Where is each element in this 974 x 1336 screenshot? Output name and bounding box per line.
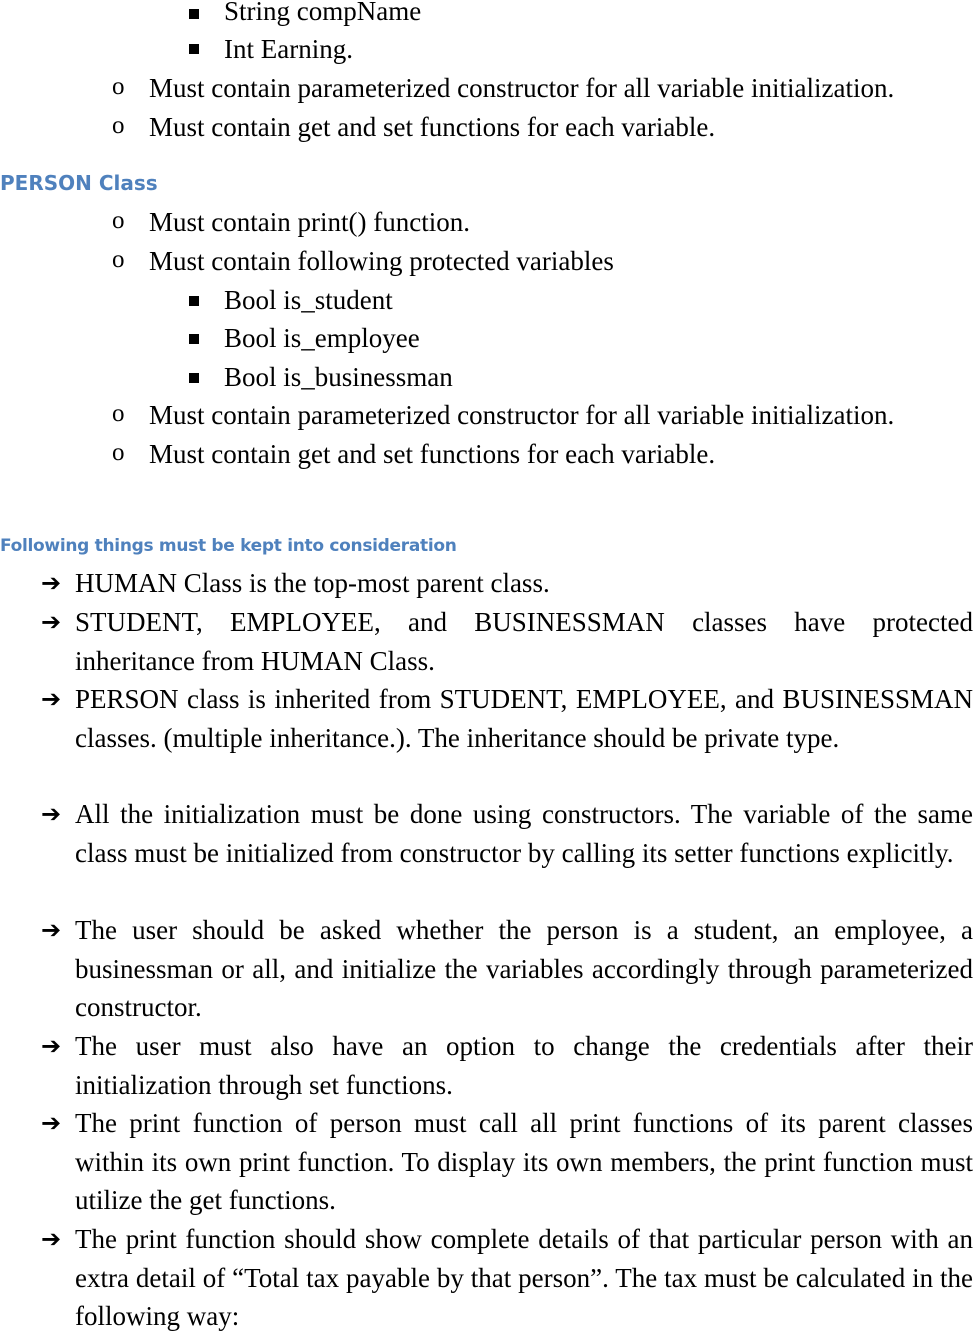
arrow-right-icon: ➔ [41,569,62,597]
arrow-right-icon: ➔ [41,916,62,944]
arrow-right-icon: ➔ [41,685,62,713]
arrow-right-icon: ➔ [41,1032,62,1060]
list-subitem: Bool is_employee [224,323,420,353]
consideration-point: The print function of person must call all print functions of its parent classes within its own print function. To display its own members, the print function must utilize the get functions. [75,1108,973,1216]
circle-bullet-icon: o [112,207,125,234]
arrow-right-icon: ➔ [41,800,62,828]
consideration-point: PERSON class is inherited from STUDENT, EMPLOYEE, and BUSINESSMAN classes. (multiple inheritance.). The inheritance should be private type. [75,684,973,753]
list-item: Must contain get and set functions for each variable. [149,112,716,142]
list-subitem: Bool is_student [224,285,393,315]
person-class-heading: PERSON Class [0,171,158,195]
consideration-point: The user should be asked whether the person is a student, an employee, a businessman or all, and initialize the variables accordingly through parameterized constructor. [75,915,973,1023]
consideration-point: HUMAN Class is the top-most parent class. [75,568,550,598]
square-bullet-icon [189,9,199,19]
list-item: Must contain parameterized constructor for all variable initialization. [149,73,895,103]
consideration-heading: Following things must be kept into consideration [0,536,457,556]
list-item: Must contain print() function. [149,207,470,237]
list-subitem: Int Earning. [224,34,353,64]
square-bullet-icon [189,296,199,306]
list-item: Must contain following protected variables [149,246,614,276]
list-item: Must contain get and set functions for each variable. [149,439,716,469]
consideration-point: The user must also have an option to change the credentials after their initialization through set functions. [75,1031,973,1100]
arrow-right-icon: ➔ [41,1225,62,1253]
circle-bullet-icon: o [112,439,125,466]
list-subitem: String compName [224,0,422,26]
consideration-point: The print function should show complete details of that particular person with an extra detail of “Total tax payable by that person”. The tax must be calculated in the following way: [75,1224,973,1332]
list-subitem: Bool is_businessman [224,362,453,392]
list-item: Must contain parameterized constructor for all variable initialization. [149,400,895,430]
square-bullet-icon [189,373,199,383]
circle-bullet-icon: o [112,73,125,100]
circle-bullet-icon: o [112,112,125,139]
consideration-point: STUDENT, EMPLOYEE, and BUSINESSMAN classes have protected inheritance from HUMAN Class. [75,607,973,676]
circle-bullet-icon: o [112,400,125,427]
square-bullet-icon [189,334,199,344]
square-bullet-icon [189,44,199,54]
consideration-point: All the initialization must be done using constructors. The variable of the same class must be initialized from constructor by calling its setter functions explicitly. [75,799,973,868]
arrow-right-icon: ➔ [41,1109,62,1137]
circle-bullet-icon: o [112,246,125,273]
arrow-right-icon: ➔ [41,608,62,636]
